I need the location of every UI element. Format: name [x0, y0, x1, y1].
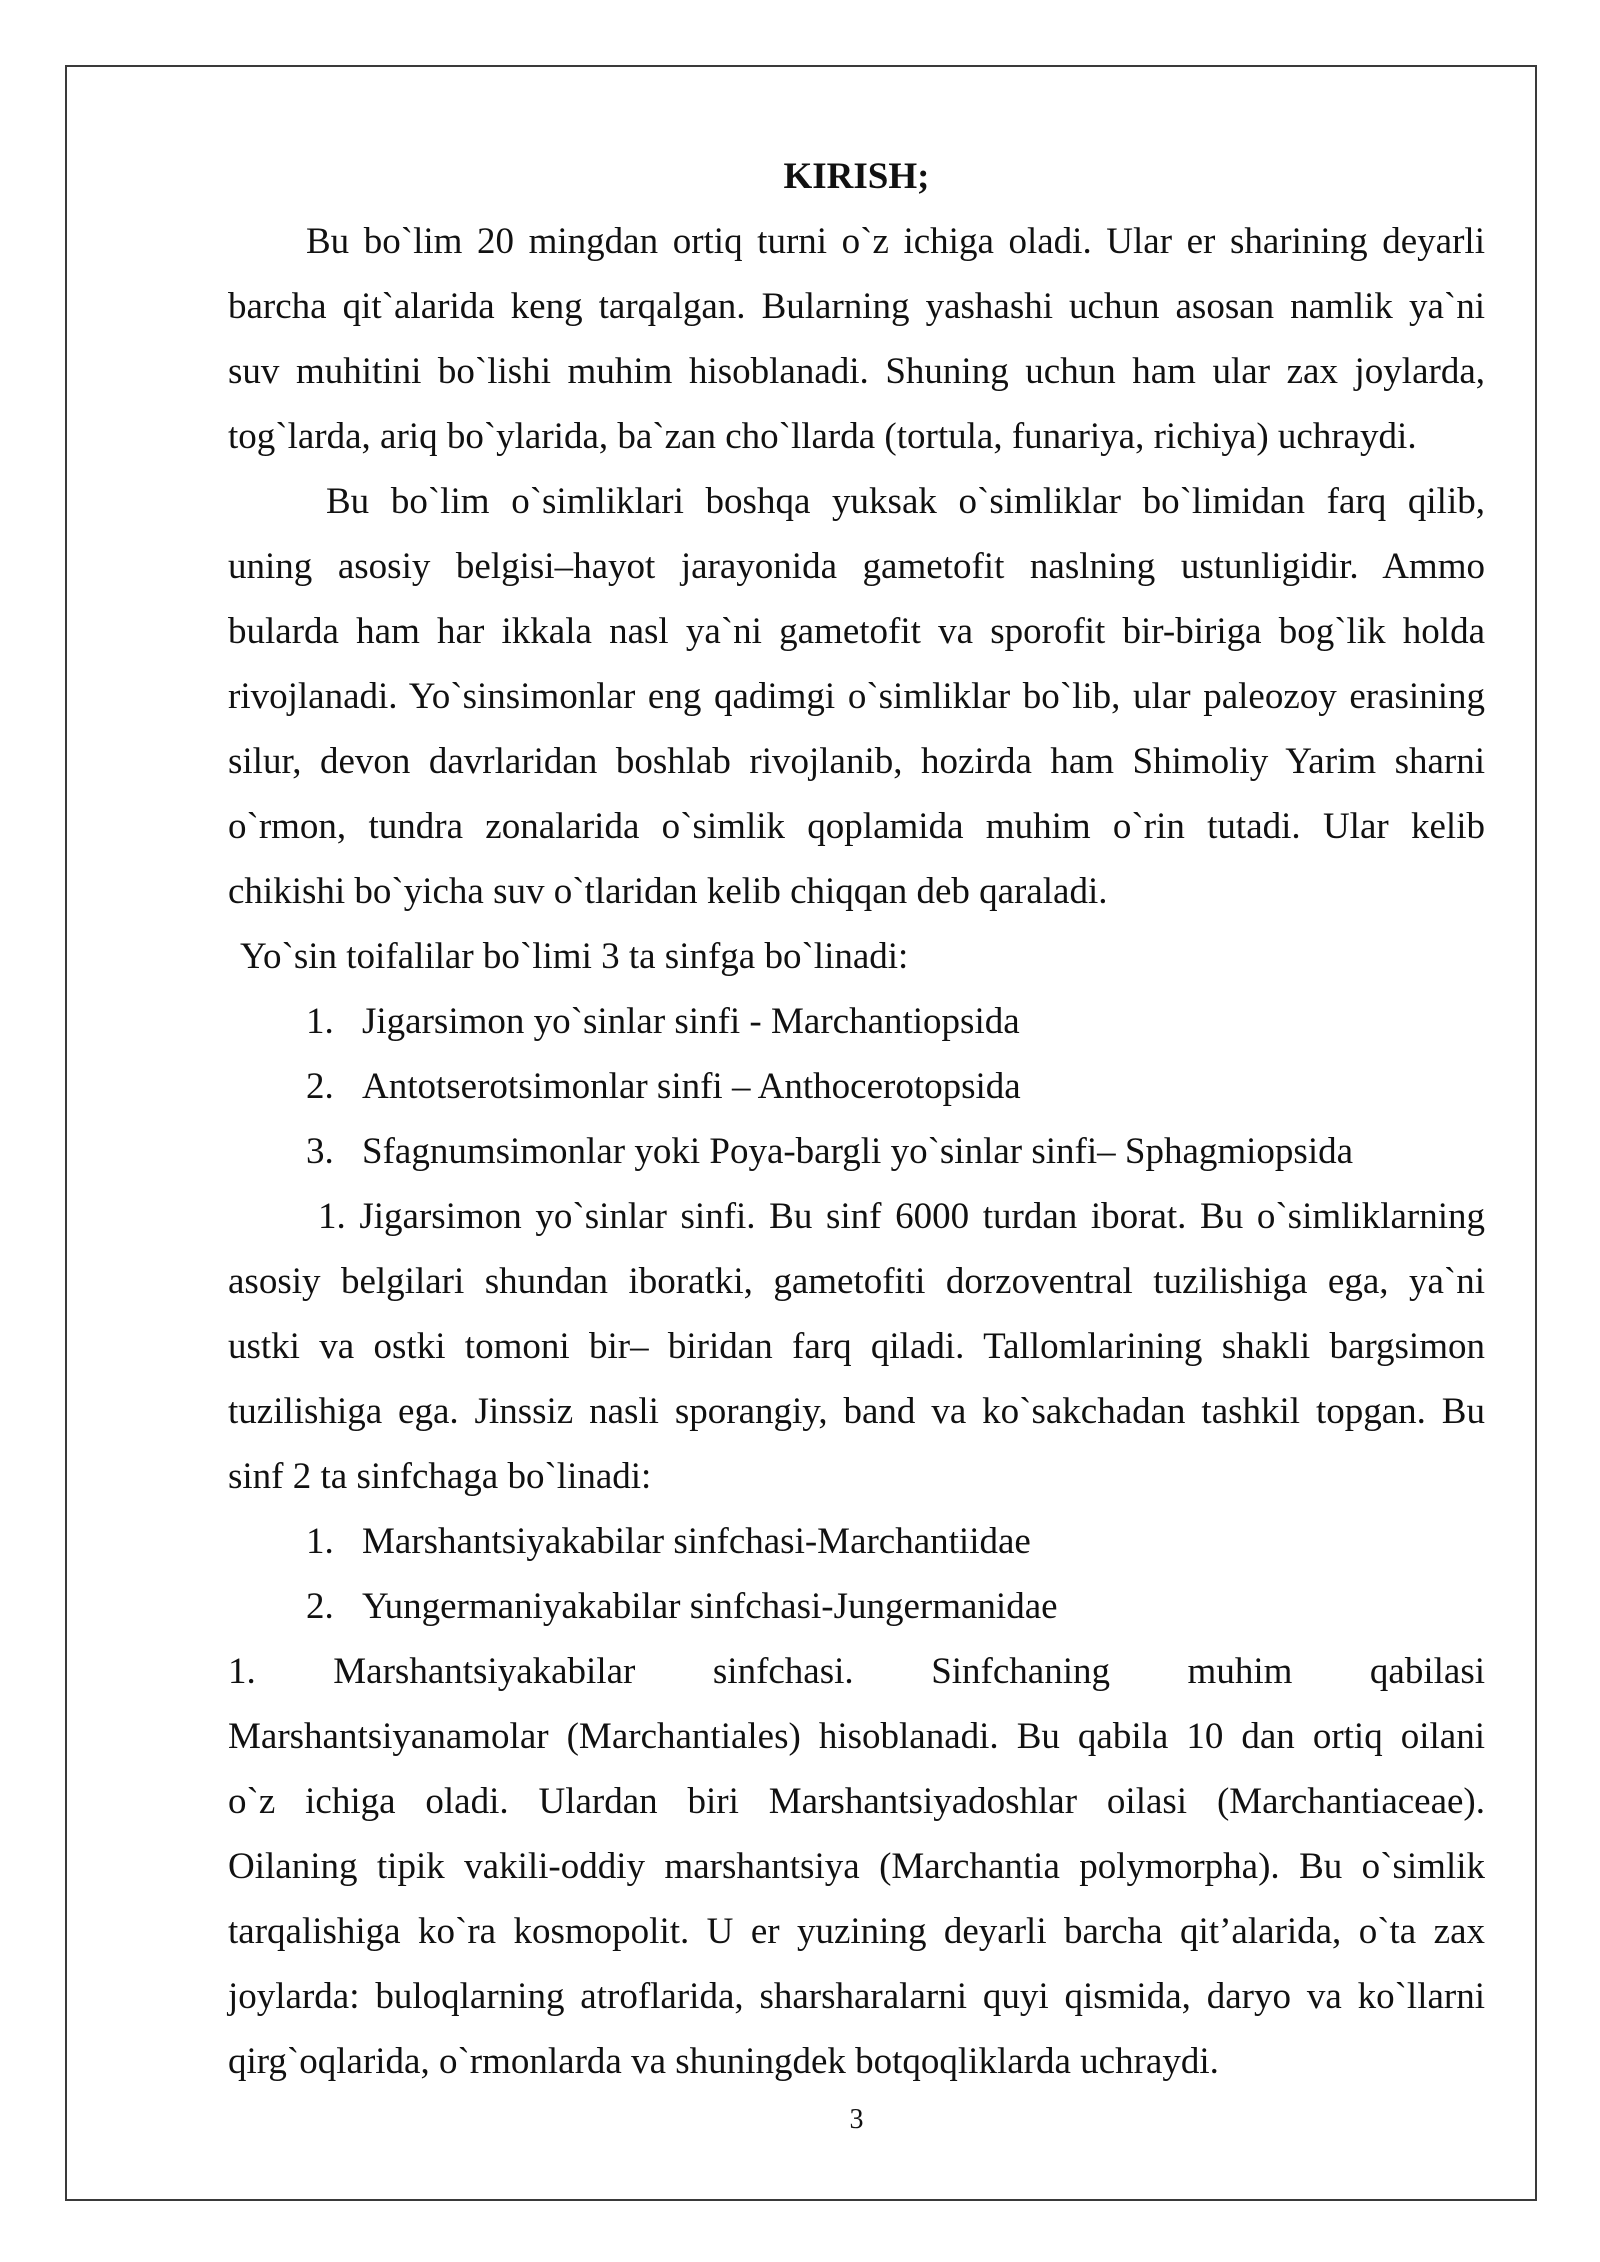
- paragraph-line: o`rmon, tundra zonalarida o`simlik qoplamida muhim o`rin tutadi. Ular kelib: [228, 806, 1485, 847]
- paragraph-line: tarqalishiga ko`ra kosmopolit. U er yuzining deyarli barcha qit’alarida, o`ta zax: [228, 1911, 1485, 1952]
- paragraph-line: Oilaning tipik vakili-oddiy marshantsiya (Marchantia polymorpha). Bu o`simlik: [228, 1846, 1485, 1887]
- list-text: Antotserotsimonlar sinfi – Anthocerotopsida: [362, 1066, 1021, 1107]
- paragraph-jigarsimon: [228, 1184, 1485, 1509]
- list-item: [228, 1119, 1485, 1184]
- paragraph-line: asosiy belgilari shundan iboratki, gametofiti dorzoventral tuzilishiga ega, ya`ni: [228, 1261, 1485, 1302]
- list-text: Marshantsiyakabilar sinfchasi-Marchantiidae: [362, 1521, 1031, 1562]
- list-text: Yungermaniyakabilar sinfchasi-Jungermanidae: [362, 1586, 1058, 1627]
- paragraph-intro: [228, 209, 1485, 469]
- paragraph-line: suv muhitini bo`lishi muhim hisoblanadi. Shuning uchun ham ular zax joylarda,: [228, 351, 1485, 392]
- list-number: 2.: [306, 1586, 334, 1627]
- paragraph-marshantsiya: [228, 1639, 1485, 2094]
- list-text: Jigarsimon yo`sinlar sinfi - Marchantiopsida: [362, 1001, 1020, 1042]
- paragraph-line: rivojlanadi. Yo`sinsimonlar eng qadimgi o`simliklar bo`lib, ular paleozoy erasining: [228, 676, 1485, 717]
- list-number: 2.: [306, 1066, 334, 1107]
- paragraph-line: bularda ham har ikkala nasl ya`ni gametofit va sporofit bir-biriga bog`lik holda: [228, 611, 1485, 652]
- page-number: 3: [849, 2104, 864, 2135]
- classes-list: [228, 989, 1485, 1184]
- paragraph-line: chikishi bo`yicha suv o`tlaridan kelib chiqqan deb qaraladi.: [228, 871, 1108, 912]
- subclasses-list: [228, 1509, 1485, 1639]
- paragraph-line: silur, devon davrlaridan boshlab rivojlanib, hozirda ham Shimoliy Yarim sharni: [228, 741, 1485, 782]
- paragraph-classes-intro: Yo`sin toifalilar bo`limi 3 ta sinfga bo`linadi:: [240, 936, 909, 977]
- document-body: [228, 144, 1485, 2094]
- list-item: [228, 1574, 1485, 1639]
- list-item: [228, 989, 1485, 1054]
- paragraph-features: [228, 469, 1485, 924]
- paragraph-line: qirg`oqlarida, o`rmonlarda va shuningdek botqoqliklarda uchraydi.: [228, 2041, 1219, 2082]
- list-number: 1.: [306, 1521, 334, 1562]
- paragraph-line: 1. Marshantsiyakabilar sinfchasi. Sinfchaning muhim qabilasi: [228, 1651, 1485, 1692]
- document-title: KIRISH;: [783, 156, 930, 197]
- list-item: [228, 1054, 1485, 1119]
- list-text: Sfagnumsimonlar yoki Poya-bargli yo`sinlar sinfi– Sphagmiopsida: [362, 1131, 1354, 1172]
- paragraph-line: ustki va ostki tomoni bir– biridan farq qiladi. Tallomlarining shakli bargsimon: [228, 1326, 1485, 1367]
- paragraph-line: tog`larda, ariq bo`ylarida, ba`zan cho`llarda (tortula, funariya, richiya) uchraydi.: [228, 416, 1417, 457]
- paragraph-line: o`z ichiga oladi. Ulardan biri Marshantsiyadoshlar oilasi (Marchantiaceae).: [228, 1781, 1485, 1822]
- paragraph-line: uning asosiy belgisi–hayot jarayonida gametofit naslning ustunligidir. Ammo: [228, 546, 1485, 587]
- paragraph-line: Bu bo`lim 20 mingdan ortiq turni o`z ichiga oladi. Ular er sharining deyarli: [306, 221, 1485, 262]
- paragraph-line: sinf 2 ta sinfchaga bo`linadi:: [228, 1456, 652, 1497]
- paragraph-line: Bu bo`lim o`simliklari boshqa yuksak o`simliklar bo`limidan farq qilib,: [326, 481, 1485, 522]
- paragraph-line: joylarda: buloqlarning atroflarida, sharsharalarni quyi qismida, daryo va ko`llarni: [228, 1976, 1485, 2017]
- paragraph-line: 1. Jigarsimon yo`sinlar sinfi. Bu sinf 6000 turdan iborat. Bu o`simliklarning: [318, 1196, 1485, 1237]
- list-number: 1.: [306, 1001, 334, 1042]
- paragraph-line: Marshantsiyanamolar (Marchantiales) hisoblanadi. Bu qabila 10 dan ortiq oilani: [228, 1716, 1485, 1757]
- paragraph-line: barcha qit`alarida keng tarqalgan. Bularning yashashi uchun asosan namlik ya`ni: [228, 286, 1485, 327]
- list-number: 3.: [306, 1131, 334, 1172]
- paragraph-line: tuzilishiga ega. Jinssiz nasli sporangiy, band va ko`sakchadan tashkil topgan. Bu: [228, 1391, 1485, 1432]
- list-item: [228, 1509, 1485, 1574]
